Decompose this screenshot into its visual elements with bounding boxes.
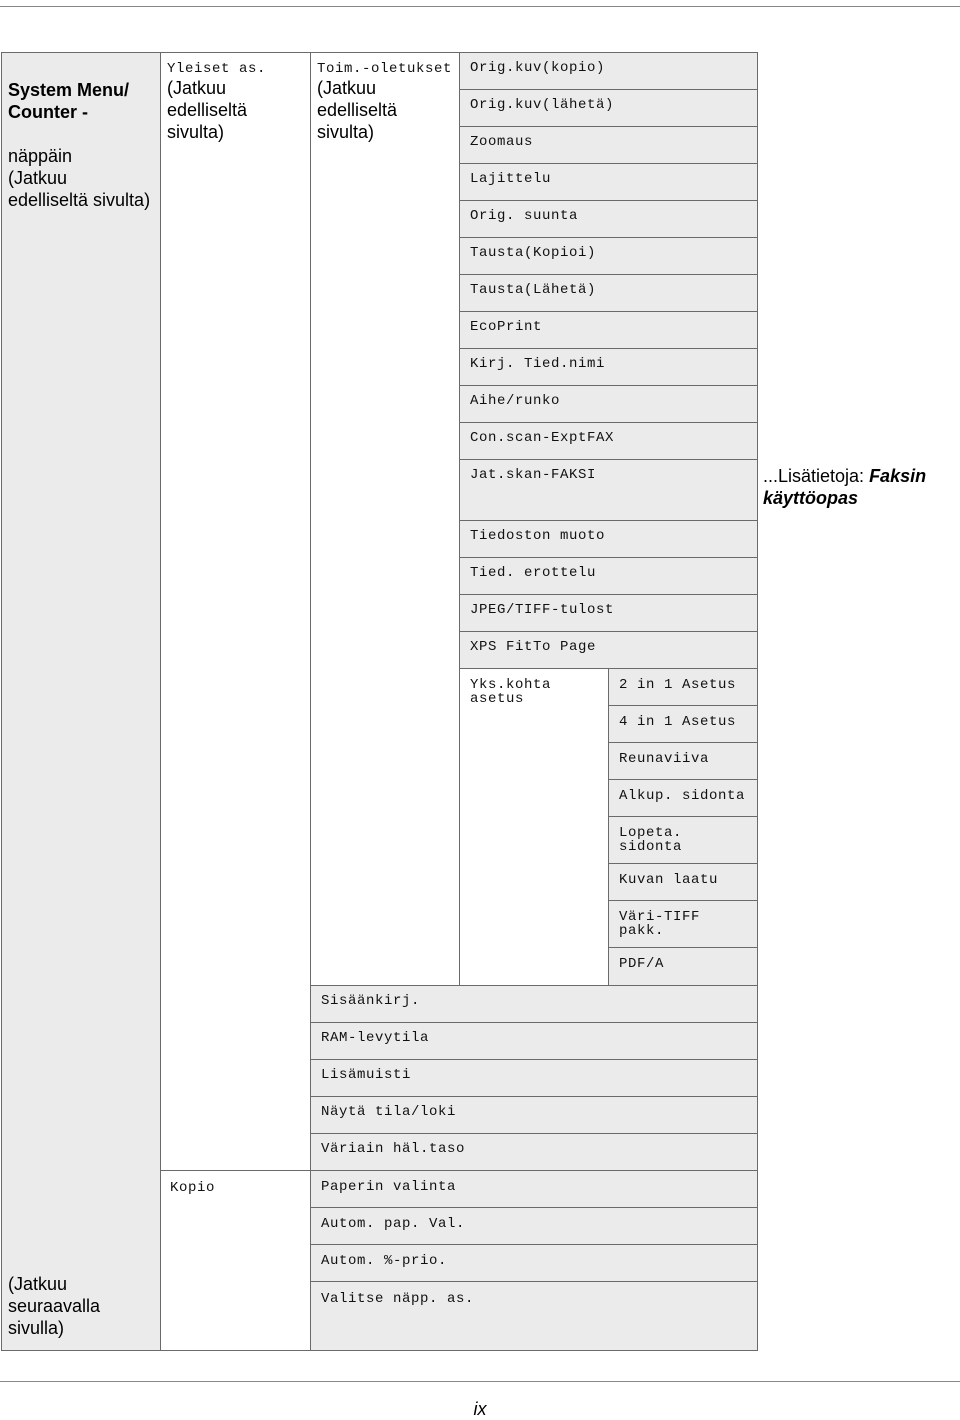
system-menu-title: System Menu/ Counter - [8,80,130,122]
col5-item: Alkup. sidonta [608,779,758,817]
kopio-label: Kopio [170,1180,216,1196]
toim-oletukset-item: Toim.-oletukset [317,61,453,77]
col4-item: Jat.skan-FAKSI [459,459,758,521]
col4-item: Con.scan-ExptFAX [459,422,758,460]
col4-item: XPS FitTo Page [459,631,758,669]
col4-item: EcoPrint [459,311,758,349]
wide-item: Lisämuisti [310,1059,758,1097]
fax-guide-link[interactable]: Faksin käyttöopas [763,466,927,508]
col4-item: Tausta(Kopioi) [459,237,758,275]
col4-item: Aihe/runko [459,385,758,423]
yleiset-column [160,52,311,1351]
yleiset-item: Yleiset as. [167,61,267,77]
wide-item: Väriain häl.taso [310,1133,758,1171]
kopio-cell [160,1170,311,1351]
top-rule [0,6,960,7]
col5-item: Kuvan laatu [608,863,758,901]
col5-item: 2 in 1 Asetus [608,668,758,706]
page-number: ix [473,1399,487,1419]
col4-item: JPEG/TIFF-tulost [459,594,758,632]
col4-item: Kirj. Tied.nimi [459,348,758,386]
col5-item: Lopeta. sidonta [608,816,758,864]
kopio-item: Paperin valinta [310,1170,758,1208]
col4-item: Orig. suunta [459,200,758,238]
col4-item: Tiedoston muoto [459,520,758,558]
toim-oletukset-column [310,52,460,986]
bottom-rule [0,1381,960,1382]
wide-item: RAM-levytila [310,1022,758,1060]
col4-item: Tied. erottelu [459,557,758,595]
yleiset-continued: (Jatkuu edelliseltä sivulta) [167,78,248,142]
system-menu-subtitle: näppäin (Jatkuu edelliseltä sivulta) [8,146,151,210]
col4-item: Zoomaus [459,126,758,164]
col5-item: Reunaviiva [608,742,758,780]
kopio-item: Autom. pap. Val. [310,1207,758,1245]
kopio-item: Autom. %-prio. [310,1244,758,1282]
col5-item: 4 in 1 Asetus [608,705,758,743]
kopio-item: Valitse näpp. as. [310,1281,758,1351]
side-note-prefix: ...Lisätietoja: [763,466,870,486]
continued-next-page: (Jatkuu seuraavalla sivulla) [8,1274,101,1338]
toim-continued: (Jatkuu edelliseltä sivulta) [317,78,398,142]
system-menu-column [1,52,161,1351]
wide-item: Sisäänkirj. [310,985,758,1023]
col4-item: Orig.kuv(lähetä) [459,89,758,127]
col4-item: Orig.kuv(kopio) [459,52,758,90]
col4-item: Lajittelu [459,163,758,201]
col4-item-yks-kohta: Yks.kohta asetus [459,668,609,986]
side-note [763,465,953,509]
col4-item: Tausta(Lähetä) [459,274,758,312]
col5-item: PDF/A [608,947,758,986]
col5-item: Väri-TIFF pakk. [608,900,758,948]
wide-item: Näytä tila/loki [310,1096,758,1134]
